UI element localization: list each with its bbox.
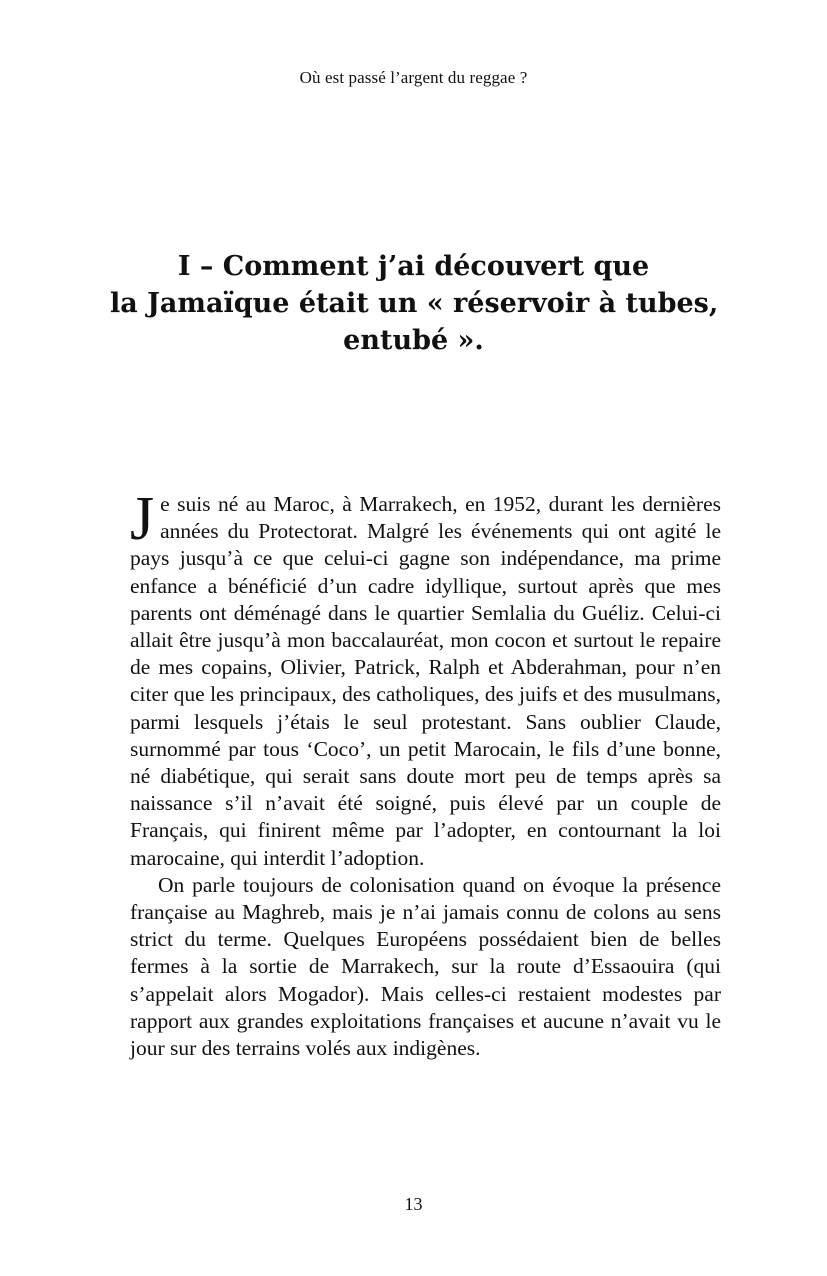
chapter-title-line: entubé ». — [343, 325, 484, 356]
page-number: 13 — [404, 1194, 423, 1214]
running-header: Où est passé l’argent du reggae ? — [299, 68, 528, 87]
paragraph — [130, 485, 721, 872]
chapter-title-line: I – Comment j’ai découvert que — [177, 251, 650, 282]
chapter-title — [110, 248, 717, 359]
paragraph: On parle toujours de colonisation quand on évoque la présence française au Maghreb, mais je n’ai jamais connu de colons au sens strict du terme. Quelques Européens possédaient bien de belles fermes à la sortie de Marrakech, sur la route d’Essaouira (qui s’appelait alors Mogador). Mais celles-ci restaient modestes par rapport aux grandes exploitations françaises et aucune n’avait vu le jour sur des terrains volés aux indigènes. — [130, 872, 721, 1061]
paragraph-text: e suis né au Maroc, à Marrakech, en 1952, durant les dernières années du Protectorat. Malgré les événements qui ont agité le pays jusqu’à ce que celui-ci gagne son indépendance, ma prime enfance a bénéficié d’un cadre idyllique, surtout après que mes parents ont déménagé dans le quartier Semlalia du Guéliz. Celui-ci allait être jusqu’à mon baccalauréat, mon cocon et surtout le repaire de mes copains, Olivier, Patrick, Ralph et Abderahman, pour n’en citer que les principaux, des catholiques, des juifs et des musulmans, parmi lesquels j’étais le seul protestant. Sans oublier Claude, surnommé par tous ‘Coco’, un petit Marocain, le fils d’une bonne, né diabétique, qui serait sans doute mort peu de temps après sa naissance s’il n’avait été soigné, puis élevé par un couple de Français, qui finirent même par l’adopter, en contournant la loi marocaine, qui interdit l’adoption. — [130, 492, 721, 870]
chapter-title-line: la Jamaïque était un « réservoir à tubes, — [110, 288, 719, 319]
body-text — [130, 485, 721, 1062]
drop-cap: J — [130, 485, 155, 553]
